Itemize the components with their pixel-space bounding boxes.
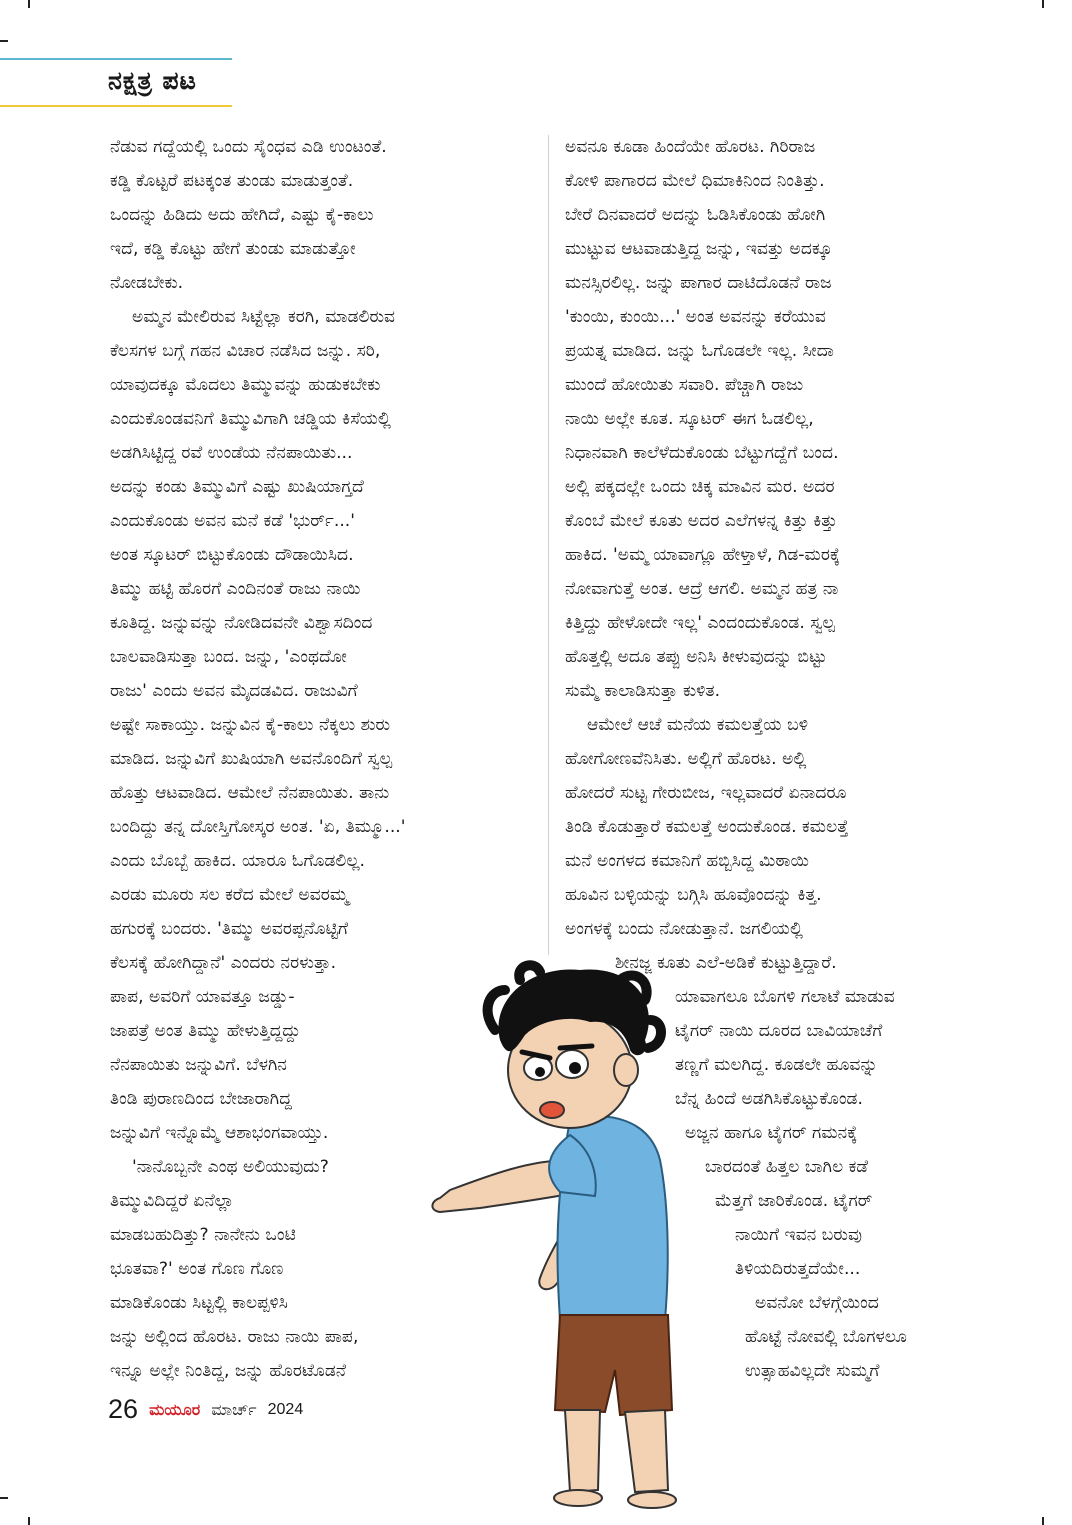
text-line: ತಿಂಡಿ ಕೊಡುತ್ತಾರೆ ಕಮಲತ್ತೆ ಅಂದುಕೊಂಡ. ಕಮಲತ್ತೆ bbox=[565, 817, 849, 837]
text-line: ಆಮೇಲೆ ಆಚೆ ಮನೆಯ ಕಮಲತ್ತೆಯ ಬಳಿ bbox=[587, 715, 809, 735]
text-line: ಹೊತ್ತು ಆಟವಾಡಿದ. ಆಮೇಲೆ ನೆನಪಾಯಿತು. ತಾನು bbox=[110, 783, 390, 803]
issue-year: 2024 bbox=[267, 1400, 304, 1418]
page-footer bbox=[108, 1394, 303, 1430]
issue-month: ಮಾರ್ಚ್ bbox=[211, 1399, 257, 1419]
text-line: ಜನ್ನು ಅಲ್ಲಿಂದ ಹೊರಟ. ರಾಜು ನಾಯಿ ಪಾಪ, bbox=[110, 1327, 359, 1347]
crop-mark-left-bottom bbox=[0, 1497, 8, 1499]
text-line: ಜನ್ನುವಿಗೆ ಇನ್ನೊಮ್ಮೆ ಆಶಾಭಂಗವಾಯ್ತು. bbox=[110, 1123, 329, 1143]
text-line: ಕೆಲಸಗಳ ಬಗ್ಗೆ ಗಹನ ವಿಚಾರ ನಡೆಸಿದ ಜನ್ನು. ಸರಿ, bbox=[110, 341, 381, 361]
boy-left-foot bbox=[554, 1490, 602, 1506]
text-line: ಅಷ್ಟೇ ಸಾಕಾಯ್ತು. ಜನ್ನುವಿನ ಕೈ-ಕಾಲು ನೆಕ್ಕಲು ಶುರು bbox=[110, 715, 391, 735]
text-line: ಎಂದು ಬೊಬ್ಬೆ ಹಾಕಿದ. ಯಾರೂ ಓಗೊಡಲಿಲ್ಲ. bbox=[110, 851, 366, 871]
section-header bbox=[0, 58, 232, 110]
crop-mark-left-top bbox=[0, 40, 8, 42]
text-line: ನಾಯಿಗೆ ಇವನ ಬರುವು bbox=[735, 1225, 862, 1245]
text-line: ಕಿತ್ತಿದ್ದು ಹೇಳೋದೇ ಇಲ್ಲ' ಎಂದಂದುಕೊಂಡ. ಸ್ವಲ್ಪ bbox=[565, 613, 835, 633]
text-line: ಯಾವುದಕ್ಕೂ ಮೊದಲು ತಿಮ್ಮುವನ್ನು ಹುಡುಕಬೇಕು bbox=[110, 375, 381, 395]
text-line: ನಿಧಾನವಾಗಿ ಕಾಲೆಳೆದುಕೊಂಡು ಬೆಟ್ಟುಗದ್ದೆಗೆ ಬಂದ. bbox=[565, 443, 839, 463]
text-line: ಅಂಗಳಕ್ಕೆ ಬಂದು ನೋಡುತ್ತಾನೆ. ಜಗಲಿಯಲ್ಲಿ bbox=[565, 919, 803, 939]
magazine-name: ಮಯೂರ bbox=[149, 1399, 201, 1419]
boy-shorts bbox=[555, 1315, 672, 1415]
text-line: ಮೆತ್ತಗೆ ಜಾರಿಕೊಂಡ. ಟೈಗರ್ bbox=[715, 1191, 873, 1211]
header-top-rule bbox=[0, 58, 232, 60]
text-line: ಕೆಲಸಕ್ಕೆ ಹೋಗಿದ್ದಾನೆ' ಎಂದರು ನರಳುತ್ತಾ. bbox=[110, 953, 337, 973]
boy-illustration bbox=[420, 960, 680, 1520]
text-line: ನೋಡಬೇಕು. bbox=[110, 273, 184, 293]
text-line: ಯಾವಾಗಲೂ ಬೊಗಳಿ ಗಲಾಟೆ ಮಾಡುವ bbox=[675, 987, 895, 1007]
text-line: ಉತ್ಸಾಹವಿಲ್ಲದೇ ಸುಮ್ಮಗೆ bbox=[745, 1361, 880, 1381]
text-line: ನಾಯಿ ಅಲ್ಲೇ ಕೂತ. ಸ್ಕೂಟರ್ ಈಗ ಓಡಲಿಲ್ಲ, bbox=[565, 409, 814, 429]
text-line: ಅದನ್ನು ಕಂಡು ತಿಮ್ಮುವಿಗೆ ಎಷ್ಟು ಖುಷಿಯಾಗ್ತದೆ bbox=[110, 477, 364, 497]
text-line: ಅಮ್ಮನ ಮೇಲಿರುವ ಸಿಟ್ಟೆಲ್ಲಾ ಕರಗಿ, ಮಾಡಲಿರುವ bbox=[132, 307, 396, 327]
text-line: ಸುಮ್ಮೆ ಕಾಲಾಡಿಸುತ್ತಾ ಕುಳಿತ. bbox=[565, 681, 721, 701]
text-line: ಇನ್ನೂ ಅಲ್ಲೇ ನಿಂತಿದ್ದ, ಜನ್ನು ಹೊರಟೊಡನೆ bbox=[110, 1361, 347, 1381]
text-line: ಹಗುರಕ್ಕೆ ಬಂದರು. 'ತಿಮ್ಮು ಅವರಪ್ಪನೊಟ್ಟಿಗೆ bbox=[110, 919, 349, 939]
text-line: ಜಾಪತ್ರೆ ಅಂತ ತಿಮ್ಮು ಹೇಳುತ್ತಿದ್ದದ್ದು bbox=[110, 1021, 301, 1041]
text-line: ತಿಂಡಿ ಪುರಾಣದಿಂದ ಬೇಜಾರಾಗಿದ್ದ bbox=[110, 1089, 292, 1109]
text-line: ತಿಮ್ಮು ಹಟ್ಟಿ ಹೊರಗೆ ಎಂದಿನಂತೆ ರಾಜು ನಾಯಿ bbox=[110, 579, 361, 599]
text-line: ಮಾಡಬಹುದಿತ್ತು? ನಾನೇನು ಒಂಟಿ bbox=[110, 1225, 296, 1245]
text-line: ಇದೆ, ಕಡ್ಡಿ ಕೊಟ್ಟು ಹೇಗೆ ತುಂಡು ಮಾಡುತ್ತೋ bbox=[110, 239, 356, 259]
text-line: ಮುಂದೆ ಹೋಯಿತು ಸವಾರಿ. ಪೆಚ್ಚಾಗಿ ರಾಜು bbox=[565, 375, 804, 395]
column-divider bbox=[548, 135, 549, 955]
text-line: ನೆನಪಾಯಿತು ಜನ್ನುವಿಗೆ. ಬೆಳಗಿನ bbox=[110, 1055, 287, 1075]
header-bottom-rule bbox=[0, 105, 232, 107]
text-line: ಕೂತಿದ್ದ. ಜನ್ನುವನ್ನು ನೋಡಿದವನೇ ವಿಶ್ವಾಸದಿಂದ bbox=[110, 613, 373, 633]
text-line: ಬೆನ್ನ ಹಿಂದೆ ಅಡಗಿಸಿಕೊಟ್ಟುಕೊಂಡ. bbox=[675, 1089, 863, 1109]
text-line: ಎರಡು ಮೂರು ಸಲ ಕರೆದ ಮೇಲೆ ಅವರಮ್ಮ bbox=[110, 885, 349, 905]
text-line: ಮನೆ ಅಂಗಳದ ಕಮಾನಿಗೆ ಹಬ್ಬಿಸಿದ್ದ ಮಿಠಾಯಿ bbox=[565, 851, 810, 871]
text-line: ಕೊಂಬೆ ಮೇಲೆ ಕೂತು ಅದರ ಎಲೆಗಳನ್ನ ಕಿತ್ತು ಕಿತ್ತು bbox=[565, 511, 838, 531]
text-line: ಬಾರದಂತೆ ಹಿತ್ತಲ ಬಾಗಿಲ ಕಡೆ bbox=[705, 1157, 869, 1177]
text-line: ಬಂದಿದ್ದು ತನ್ನ ದೋಸ್ತಿಗೋಸ್ಕರ ಅಂತ. 'ಏ, ತಿಮ್ಮೂ...' bbox=[110, 817, 406, 837]
text-line: 'ಕುಂಯಿ, ಕುಂಯಿ...' ಅಂತ ಅವನನ್ನು ಕರೆಯುವ bbox=[565, 307, 826, 327]
boy-left-pupil bbox=[535, 1067, 545, 1077]
text-line: ಒಂದನ್ನು ಹಿಡಿದು ಅದು ಹೇಗಿದೆ, ಎಷ್ಟು ಕೈ-ಕಾಲು bbox=[110, 205, 374, 225]
text-line: ಪ್ರಯತ್ನ ಮಾಡಿದ. ಜನ್ನು ಓಗೊಡಲೇ ಇಲ್ಲ. ಸೀದಾ bbox=[565, 341, 834, 361]
text-line: ನೆಡುವ ಗದ್ದೆಯಲ್ಲಿ ಒಂದು ಸೈಂಧವ ಎಡಿ ಉಂಟಂತೆ. bbox=[110, 137, 387, 157]
crop-mark-top-left bbox=[28, 0, 30, 8]
text-line: ಅಡಗಿಸಿಟ್ಟಿದ್ದ ರವೆ ಉಂಡೆಯ ನೆನಪಾಯಿತು... bbox=[110, 443, 353, 463]
text-line: ಹೊತ್ತಲ್ಲಿ ಅದೂ ತಪ್ಪು ಅನಿಸಿ ಕೀಳುವುದನ್ನು ಬಿಟ್ಟು bbox=[565, 647, 827, 667]
boy-left-leg bbox=[565, 1410, 600, 1492]
text-line: ಅಜ್ಜನ ಹಾಗೂ ಟೈಗರ್ ಗಮನಕ್ಕೆ bbox=[685, 1123, 858, 1143]
text-line: ಪಾಪ, ಅವರಿಗೆ ಯಾವತ್ತೂ ಜಡ್ಡು- bbox=[110, 987, 295, 1007]
text-line: ಅವನೂ ಕೂಡಾ ಹಿಂದೆಯೇ ಹೊರಟ. ಗಿರಿರಾಜ bbox=[565, 137, 816, 157]
text-line: ಎಂದುಕೊಂಡವನಿಗೆ ತಿಮ್ಮುವಿಗಾಗಿ ಚಡ್ಡಿಯ ಕಿಸೆಯಲ್ಲಿ bbox=[110, 409, 391, 429]
boy-right-foot bbox=[628, 1492, 676, 1508]
text-line: ಮನಸ್ಸಿರಲಿಲ್ಲ. ಜನ್ನು ಪಾಗಾರ ದಾಟಿದೊಡನೆ ರಾಜ bbox=[565, 273, 832, 293]
text-line: ಮುಟ್ಟುವ ಆಟವಾಡುತ್ತಿದ್ದ ಜನ್ನು, ಇವತ್ತು ಅದಕ್ಕೂ bbox=[565, 239, 833, 259]
boy-mouth bbox=[540, 1102, 564, 1118]
text-line: ಟೈಗರ್ ನಾಯಿ ದೂರದ ಬಾವಿಯಾಚೆಗೆ bbox=[675, 1021, 883, 1041]
text-line: ಮಾಡಿಕೊಂಡು ಸಿಟ್ಟಲ್ಲಿ ಕಾಲಪ್ಪಳಿಸಿ bbox=[110, 1293, 288, 1313]
text-line: ಬಾಲವಾಡಿಸುತ್ತಾ ಬಂದ. ಜನ್ನು, 'ಎಂಥದೋ bbox=[110, 647, 347, 667]
text-line: ಅಲ್ಲಿ ಪಕ್ಕದಲ್ಲೇ ಒಂದು ಚಿಕ್ಕ ಮಾವಿನ ಮರ. ಅದರ bbox=[565, 477, 835, 497]
text-line: ಮಾಡಿದ. ಜನ್ನುವಿಗೆ ಖುಷಿಯಾಗಿ ಅವನೊಂದಿಗೆ ಸ್ವಲ್ಪ bbox=[110, 749, 393, 769]
text-line: ಹೊಟ್ಟೆ ನೋವಲ್ಲಿ ಬೊಗಳಲೂ bbox=[745, 1327, 907, 1347]
text-line: ತಿಮ್ಮುವಿದಿದ್ದರೆ ಏನೆಲ್ಲಾ bbox=[110, 1191, 234, 1211]
text-line: 'ನಾನೊಬ್ಬನೇ ಎಂಥ ಅಲಿಯುವುದು? bbox=[132, 1157, 329, 1177]
text-line: ಕೋಳಿ ಪಾಗಾರದ ಮೇಲೆ ಧಿಮಾಕಿನಿಂದ ನಿಂತಿತ್ತು. bbox=[565, 171, 825, 191]
text-line: ಹೋದರೆ ಸುಟ್ಟ ಗೇರುಬೀಜ, ಇಲ್ಲವಾದರೆ ಏನಾದರೂ bbox=[565, 783, 847, 803]
text-line: ಬೇರೆ ದಿನವಾದರೆ ಅದನ್ನು ಓಡಿಸಿಕೊಂಡು ಹೋಗಿ bbox=[565, 205, 826, 225]
crop-mark-bottom-left bbox=[28, 1517, 30, 1525]
text-line: ಭೂತವಾ?' ಅಂತ ಗೊಣ ಗೊಣ bbox=[110, 1259, 284, 1279]
text-line: ತಣ್ಣಗೆ ಮಲಗಿದ್ದ. ಕೂಡಲೇ ಹೂವನ್ನು bbox=[675, 1055, 878, 1075]
boy-ear bbox=[614, 1054, 638, 1086]
text-line: ಎಂದುಕೊಂಡು ಅವನ ಮನೆ ಕಡೆ 'ಭುರ್ರ್...' bbox=[110, 511, 355, 531]
text-line: ಹಾಕಿದ. 'ಅಮ್ಮ ಯಾವಾಗ್ಲೂ ಹೇಳ್ತಾಳೆ, ಗಿಡ-ಮರಕ್ಕೆ bbox=[565, 545, 841, 565]
crop-mark-top-right bbox=[1042, 0, 1044, 8]
text-line: ಅವನೋ ಬೆಳಗ್ಗೆಯಿಂದ bbox=[755, 1293, 879, 1313]
text-line: ತಿಳಿಯದಿರುತ್ತದೆಯೇ... bbox=[735, 1259, 861, 1279]
boy-right-pupil bbox=[569, 1062, 581, 1074]
text-line: ಹೋಗೋಣವೆನಿಸಿತು. ಅಲ್ಲಿಗೆ ಹೊರಟ. ಅಲ್ಲಿ bbox=[565, 749, 807, 769]
text-line: ರಾಜು' ಎಂದು ಅವನ ಮೈದಡವಿದ. ರಾಜುವಿಗೆ bbox=[110, 681, 358, 701]
crop-mark-bottom-right bbox=[1042, 1517, 1044, 1525]
text-line: ನೋವಾಗುತ್ತೆ ಅಂತ. ಆದ್ರೆ ಆಗಲಿ. ಅಮ್ಮನ ಹತ್ರ ನಾ bbox=[565, 579, 839, 599]
page-number: 26 bbox=[108, 1394, 139, 1424]
section-title: ನಕ್ಷತ್ರ ಪಟ bbox=[108, 66, 197, 95]
text-line: ಅಂತ ಸ್ಕೂಟರ್ ಬಿಟ್ಟುಕೊಂಡು ದೌಡಾಯಿಸಿದ. bbox=[110, 545, 354, 565]
text-line: ಹೂವಿನ ಬಳ್ಳಿಯನ್ನು ಬಗ್ಗಿಸಿ ಹೂವೊಂದನ್ನು ಕಿತ್ತ. bbox=[565, 885, 822, 905]
text-line: ಶೀನಜ್ಜ ಕೂತು ಎಲೆ-ಅಡಿಕೆ ಕುಟ್ಟುತ್ತಿದ್ದಾರೆ. bbox=[615, 953, 837, 973]
boy-right-leg bbox=[625, 1410, 668, 1492]
text-line: ಕಡ್ಡಿ ಕೊಟ್ಟರೆ ಪಟಕ್ಕಂತ ತುಂಡು ಮಾಡುತ್ತಂತೆ. bbox=[110, 171, 354, 191]
